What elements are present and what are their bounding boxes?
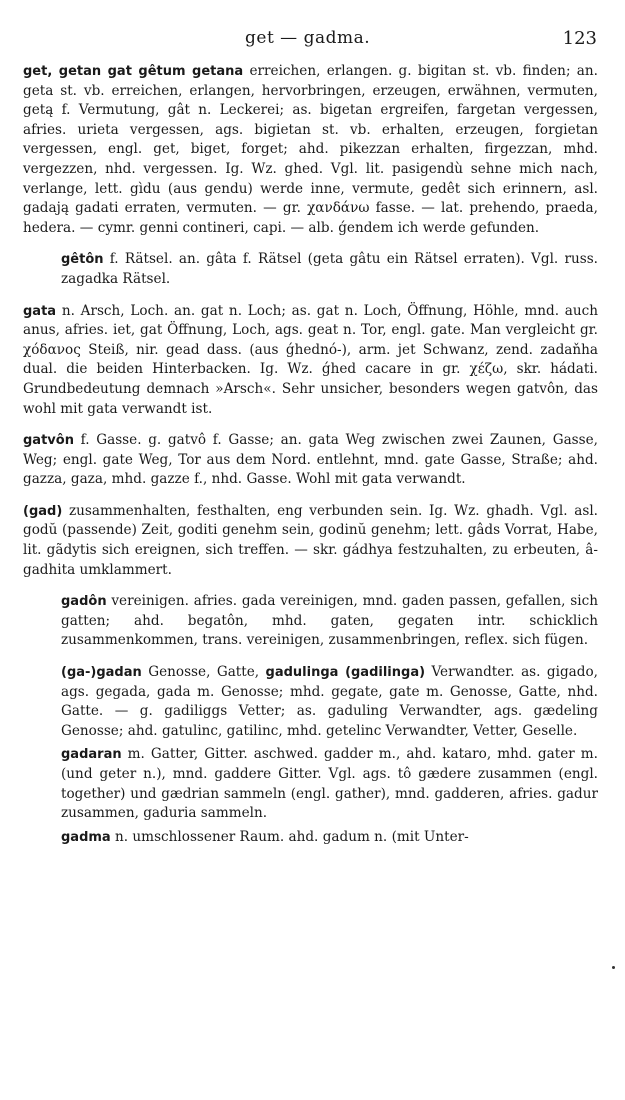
entry-text: zusammenhalten, festhalten, eng verbunden sein. Ig. Wz. ghadh. Vgl. asl. godŭ (passende) Zeit, goditi genehm sein, godinŭ genehm; lett. gâds Vorrat, Habe, lit. gãdytis sich ereignen, sich treffen. — skr. gádhya festzuhalten, zu erbeuten, â-gadhita umklammert. bbox=[23, 502, 598, 578]
entry-gadon bbox=[61, 592, 598, 651]
margin-dot bbox=[612, 966, 615, 969]
headword: gatvôn bbox=[23, 433, 74, 449]
headword: gadma bbox=[61, 829, 111, 845]
entry-gata bbox=[23, 302, 598, 420]
entry-text: n. Arsch, Loch. an. gat n. Loch; as. gat n. Loch, Öffnung, Höhle, mnd. auch anus, afries. iet, gat Öffnung, Loch, ags. geat n. Tor, engl. gate. Man vergleicht gr. χόδανος Steiß, nir. gead dass. (aus ǵhednó-), arm. jet Schwanz, zend. zadaňha dual. die beiden Hinterbacken. Ig. Wz. ǵhed cacare in gr. χέζω, skr. hádati. Grundbedeutung demnach »Arsch«. Sehr unsicher, besonders wegen gatvôn, das wohl mit gata verwandt ist. bbox=[23, 302, 598, 417]
headword: (gad) bbox=[23, 503, 63, 519]
running-header bbox=[0, 28, 625, 52]
entry-get bbox=[23, 62, 598, 238]
entry-gadma bbox=[61, 828, 598, 848]
entry-text: m. Gatter, Gitter. aschwed. gadder m., ahd. kataro, mhd. gater m. (und geter n.), mnd. gaddere Gitter. Vgl. ags. tô gædere zusammen (engl. together) und gædrian sammeln (engl. gather), mnd. gadderen, afries. gadur zusammen, gaduria sammeln. bbox=[61, 746, 598, 822]
headword: (ga-)gadan bbox=[61, 665, 142, 681]
entry-text: erreichen, erlangen. g. bigitan st. vb. finden; an. geta st. vb. erreichen, erlangen, hervorbringen, erzeugen, erwähnen, vermuten, getą f. Vermutung, gât n. Leckerei; as. bigetan ergreifen, fargetan vergessen, afries. urieta vergessen, ags. bigietan st. vb. erhalten, erzeugen, forgietan vergessen, engl. get, biget, forget; ahd. pikezzan erhalten, firgezzan, mhd. vergezzen, nhd. vergessen. Ig. Wz. ghed. Vgl. lit. pasigendù sehne mich nach, verlange, lett. gìdu (aus gendu) werde inne, vermute, gedêt sich erinnern, asl. gadają gadati erraten, vermuten. — gr. χανδάνω fasse. — lat. prehendo, praeda, hedera. — cymr. genni contineri, capi. — alb. ǵendem ich werde gefunden. bbox=[23, 63, 598, 236]
entry-text: n. umschlossener Raum. ahd. gadum n. (mit Unter- bbox=[110, 828, 469, 845]
entries-body bbox=[23, 62, 598, 851]
headword: gadaran bbox=[61, 747, 122, 763]
entry-gad bbox=[23, 502, 598, 580]
headword: gadôn bbox=[61, 594, 107, 610]
headword: gata bbox=[23, 303, 57, 319]
entry-text: vereinigen. afries. gada vereinigen, mnd. gaden passen, gefallen, sich gatten; ahd. begatôn, mhd. gaten, gegaten intr. schicklich zusammenkommen, trans. vereinigen, zusammenbringen, reflex. sich fügen. bbox=[61, 593, 598, 649]
headword: get, getan gat gêtum getana bbox=[23, 64, 244, 79]
headword: gêtôn bbox=[61, 252, 104, 268]
entry-gadaran bbox=[61, 745, 598, 823]
running-title: get — gadma. bbox=[245, 28, 371, 48]
page-number: 123 bbox=[562, 28, 597, 49]
entry-text: Genosse, Gatte, bbox=[141, 664, 266, 681]
entry-gatvon bbox=[23, 431, 598, 490]
entry-text-secondary: Verwandter. as. gigado, ags. gegada, gada m. Genosse; mhd. gegate, gate m. Genosse, Gatte, nhd. Gatte. — g. gadiliggs Vetter; as. gaduling Verwandter, ags. gædeling Genosse; ahd. gatulinc, gatilinc, mhd. getelinc Verwandter, Vetter, Geselle. bbox=[61, 664, 598, 739]
entry-text: f. Rätsel. an. gâta f. Rätsel (geta gâtu ein Rätsel erraten). Vgl. russ. zagadka Rätsel. bbox=[61, 251, 598, 287]
entry-geton bbox=[61, 250, 598, 289]
entry-gagadan bbox=[61, 663, 598, 741]
headword-secondary: gadulinga (gadilinga) bbox=[265, 665, 426, 681]
entry-text: f. Gasse. g. gatvô f. Gasse; an. gata Weg zwischen zwei Zaunen, Gasse, Weg; engl. gate Weg, Tor aus dem Nord. entlehnt, mnd. gate Gasse, Straße; ahd. gazza, gaza, mhd. gazze f., nhd. Gasse. Wohl mit gata verwandt. bbox=[23, 432, 598, 488]
